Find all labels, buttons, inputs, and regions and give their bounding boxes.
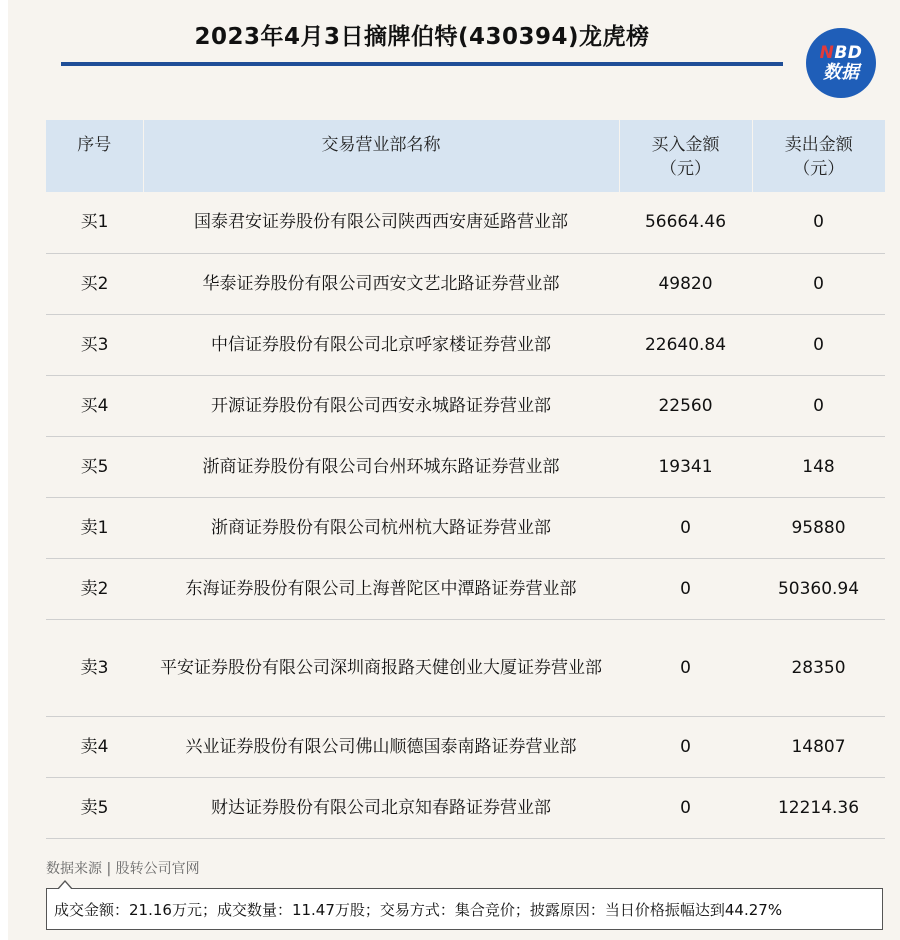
data-source: 数据来源 | 股转公司官网 <box>46 861 200 877</box>
title-underline <box>61 62 783 66</box>
cell-name: 财达证券股份有限公司北京知春路证券营业部 <box>143 777 619 838</box>
header-sell-label: 卖出金额 <box>784 135 853 155</box>
nbd-logo <box>806 28 876 98</box>
cell-buy: 19341 <box>619 436 752 497</box>
cell-seq: 卖3 <box>46 619 143 716</box>
cell-buy: 0 <box>619 716 752 777</box>
dragon-tiger-table <box>46 120 885 839</box>
logo-sub: 数据 <box>823 61 859 83</box>
header-buy-label: 买入金额 <box>651 135 720 155</box>
table-header-row <box>46 120 885 192</box>
cell-sell: 12214.36 <box>752 777 885 838</box>
logo-n: N <box>819 42 835 63</box>
cell-buy: 49820 <box>619 253 752 314</box>
header-buy <box>619 120 752 192</box>
cell-name: 华泰证券股份有限公司西安文艺北路证券营业部 <box>143 253 619 314</box>
cell-buy: 0 <box>619 777 752 838</box>
page-title: 2023年4月3日摘牌伯特(430394)龙虎榜 <box>194 24 650 50</box>
trade-summary: 成交金额：21.16万元；成交数量：11.47万股；交易方式：集合竞价；披露原因：当日价格振幅达到44.27% <box>46 888 883 930</box>
table-row <box>46 192 885 253</box>
cell-sell: 0 <box>752 314 885 375</box>
cell-seq: 买4 <box>46 375 143 436</box>
cell-buy: 0 <box>619 619 752 716</box>
cell-sell: 0 <box>752 375 885 436</box>
cell-name: 平安证券股份有限公司深圳商报路天健创业大厦证券营业部 <box>143 619 619 716</box>
header-sell-unit: （元） <box>793 159 845 179</box>
cell-buy: 22560 <box>619 375 752 436</box>
table-row <box>46 558 885 619</box>
cell-seq: 买3 <box>46 314 143 375</box>
table-row <box>46 716 885 777</box>
cell-name: 国泰君安证券股份有限公司陕西西安唐延路营业部 <box>143 192 619 253</box>
cell-name: 开源证券股份有限公司西安永城路证券营业部 <box>143 375 619 436</box>
cell-sell: 50360.94 <box>752 558 885 619</box>
header-seq: 序号 <box>46 120 143 192</box>
header-name: 交易营业部名称 <box>143 120 619 192</box>
header-sell <box>752 120 885 192</box>
cell-sell: 28350 <box>752 619 885 716</box>
cell-seq: 卖2 <box>46 558 143 619</box>
cell-seq: 卖4 <box>46 716 143 777</box>
cell-name: 中信证券股份有限公司北京呼家楼证券营业部 <box>143 314 619 375</box>
cell-sell: 0 <box>752 253 885 314</box>
table-row <box>46 619 885 716</box>
cell-name: 浙商证券股份有限公司杭州杭大路证券营业部 <box>143 497 619 558</box>
table-row <box>46 314 885 375</box>
cell-sell: 95880 <box>752 497 885 558</box>
table-row <box>46 777 885 838</box>
cell-buy: 22640.84 <box>619 314 752 375</box>
cell-sell: 0 <box>752 192 885 253</box>
cell-seq: 买2 <box>46 253 143 314</box>
cell-buy: 0 <box>619 558 752 619</box>
cell-name: 浙商证券股份有限公司台州环城东路证券营业部 <box>143 436 619 497</box>
cell-name: 兴业证券股份有限公司佛山顺德国泰南路证券营业部 <box>143 716 619 777</box>
cell-name: 东海证券股份有限公司上海普陀区中潭路证券营业部 <box>143 558 619 619</box>
table-row <box>46 375 885 436</box>
header-buy-unit: （元） <box>660 159 711 179</box>
cell-seq: 卖1 <box>46 497 143 558</box>
table-row <box>46 436 885 497</box>
cell-sell: 14807 <box>752 716 885 777</box>
cell-seq: 买1 <box>46 192 143 253</box>
cell-seq: 买5 <box>46 436 143 497</box>
cell-buy: 0 <box>619 497 752 558</box>
cell-sell: 148 <box>752 436 885 497</box>
cell-buy: 56664.46 <box>619 192 752 253</box>
table-row <box>46 497 885 558</box>
page <box>8 0 900 940</box>
logo-bd: BD <box>834 42 863 63</box>
table-row <box>46 253 885 314</box>
cell-seq: 卖5 <box>46 777 143 838</box>
